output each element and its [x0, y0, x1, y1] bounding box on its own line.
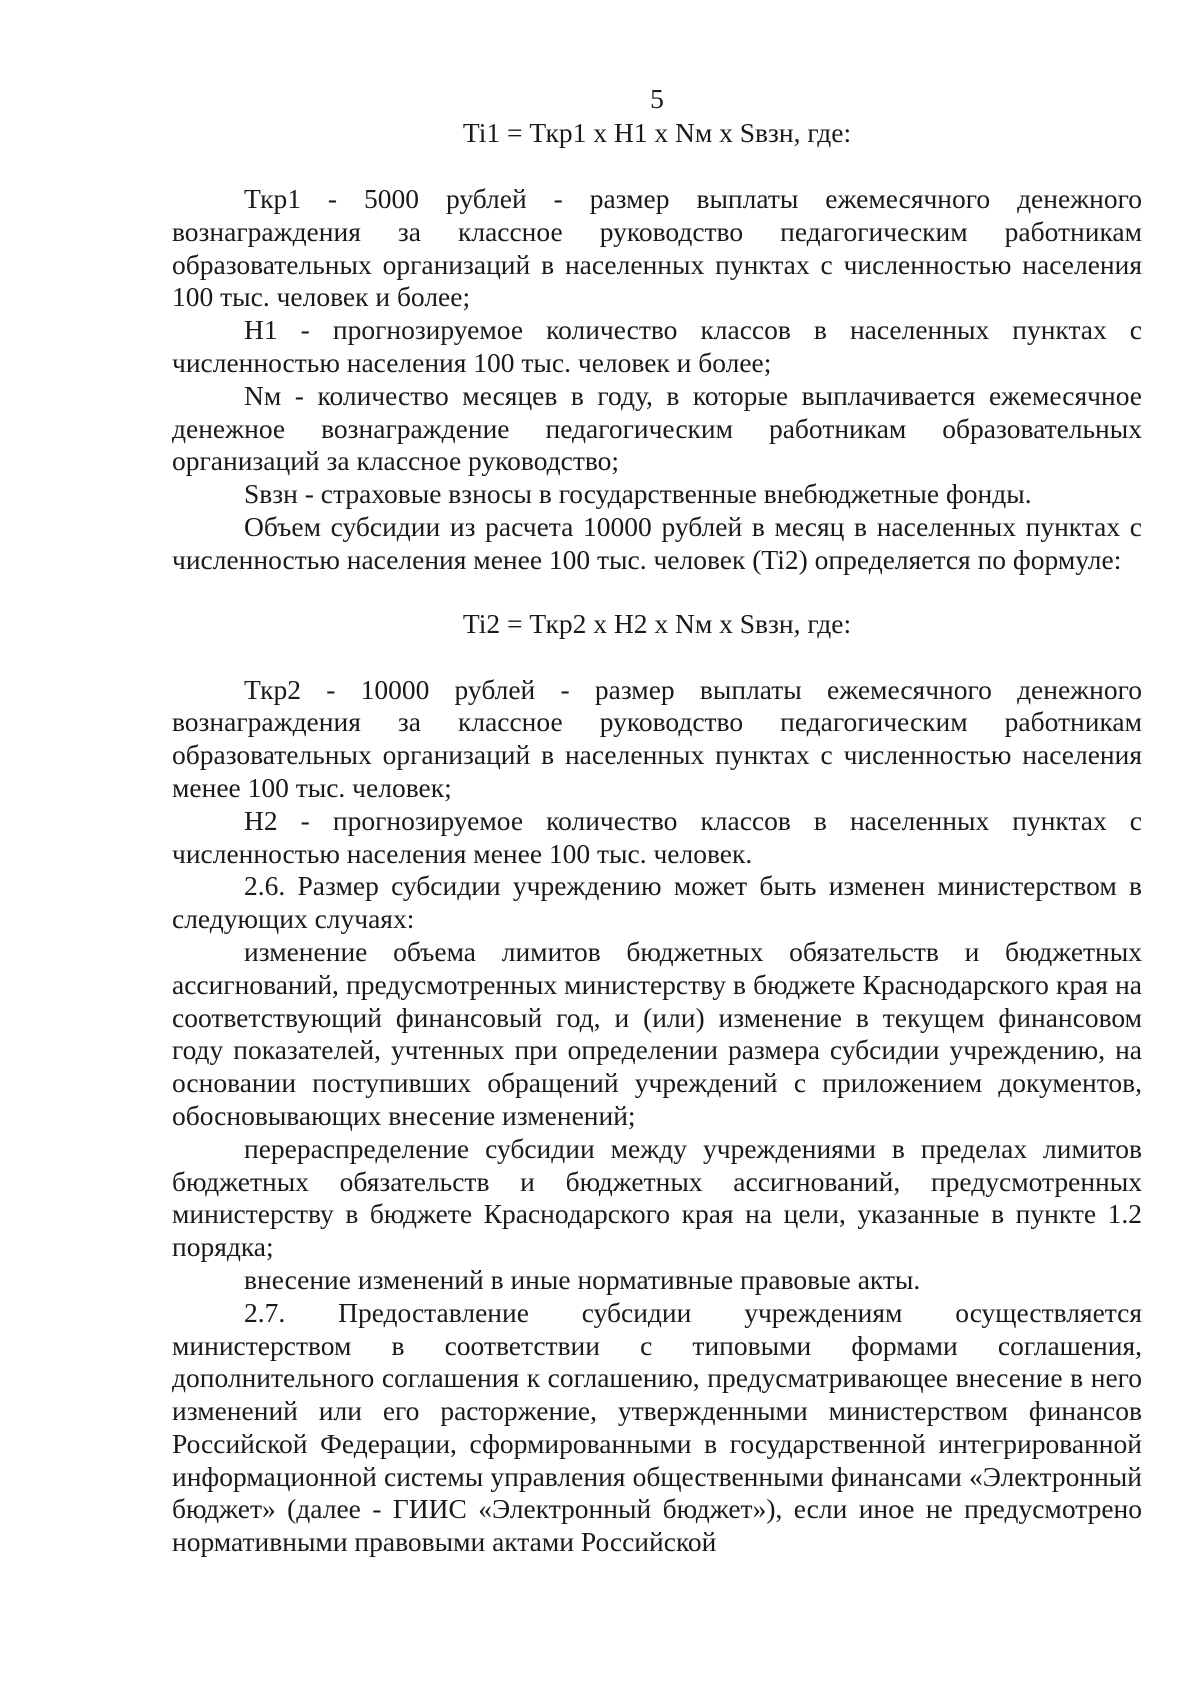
paragraph-nm: Nм - количество месяцев в году, в которые выплачивается ежемесячное денежное вознаграждение педагогическим работникам образовательных организаций за классное руководство;	[172, 379, 1142, 477]
formula-ti2: Ti2 = Ткр2 x H2 x Nм x Sвзн, где:	[462, 607, 852, 639]
paragraph-tkr2: Ткр2 - 10000 рублей - размер выплаты ежемесячного денежного вознаграждения за классное руководство педагогическим работникам образовательных организаций в населенных пунктах с численностью населения менее 100 тыс. человек;	[172, 673, 1142, 803]
paragraph-h1: H1 - прогнозируемое количество классов в населенных пунктах с численностью населения 100 тыс. человек и более;	[172, 314, 1142, 378]
formula-ti1: Ti1 = Ткр1 x H1 x Nм x Sвзн, где:	[462, 117, 852, 148]
paragraph-tkr1: Ткр1 - 5000 рублей - размер выплаты ежемесячного денежного вознаграждения за классное руководство педагогическим работникам образовательных организаций в населенных пунктах с численностью населения 100 тыс. человек и более;	[172, 183, 1142, 313]
paragraph-redistribution: перераспределение субсидии между учреждениями в пределах лимитов бюджетных обязательств и бюджетных ассигнований, предусмотренных министерству в бюджете Краснодарского края на цели, указанные в пункте 1.2 порядка;	[172, 1132, 1142, 1263]
document-page	[172, 82, 1142, 1559]
paragraph-acts-amendment: внесение изменений в иные нормативные правовые акты.	[244, 1263, 921, 1295]
paragraph-2-7: 2.7. Предоставление субсидии учреждениям осуществляется министерством в соответствии с типовыми формами соглашения, дополнительного соглашения к соглашению, предусматривающее внесение в него изменений или его расторжение, утвержденными министерством финансов Российской Федерации, сформированными в государственной интегрированной информационной системы управления общественными финансами «Электронный бюджет» (далее - ГИИС «Электронный бюджет»), если иное не предусмотрено нормативными правовыми актами Российской	[172, 1296, 1142, 1558]
paragraph-subsidy-volume: Объем субсидии из расчета 10000 рублей в месяц в населенных пунктах с численностью населения менее 100 тыс. человек (Ti2) определяется по формуле:	[172, 510, 1142, 575]
paragraph-svzn: Sвзн - страховые взносы в государственные внебюджетные фонды.	[244, 478, 1032, 510]
page-number: 5	[650, 83, 664, 114]
paragraph-limits-change: изменение объема лимитов бюджетных обязательств и бюджетных ассигнований, предусмотренных министерству в бюджете Краснодарского края на соответствующий финансовый год, и (или) изменение в текущем финансовом году показателей, учтенных при определении размера субсидии учреждению, на основании поступивших обращений учреждений с приложением документов, обосновывающих внесение изменений;	[172, 935, 1142, 1131]
paragraph-h2: H2 - прогнозируемое количество классов в населенных пунктах с численностью населения менее 100 тыс. человек.	[172, 804, 1142, 869]
paragraph-2-6: 2.6. Размер субсидии учреждению может быть изменен министерством в следующих случаях:	[172, 870, 1142, 935]
